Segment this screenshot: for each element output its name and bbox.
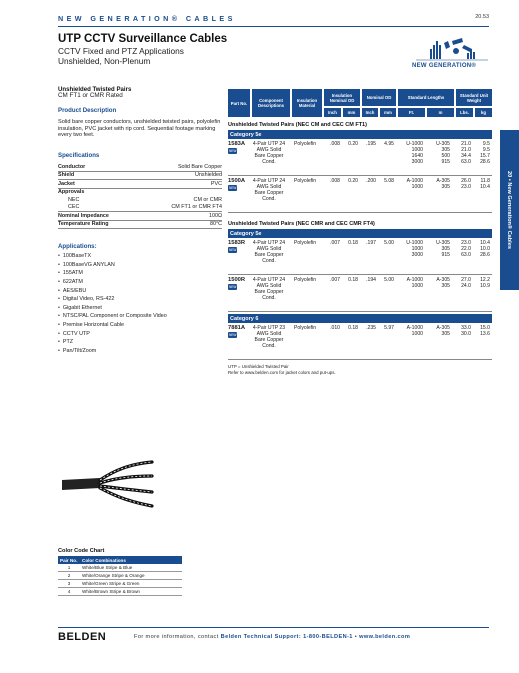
list-item: • AES/EBU: [58, 287, 222, 296]
weight-lbs: 23.0 22.0 63.0: [461, 240, 471, 258]
table-row: [228, 323, 492, 360]
table-row: [228, 139, 492, 176]
contact-separator: •: [354, 634, 358, 640]
spec-jacket: Jacket PVC: [58, 180, 222, 187]
pairs-subtitle: CM FT1 or CMR Rated: [58, 92, 123, 99]
spec-conductor: Conductor Solid Bare Copper: [58, 163, 222, 170]
ins-od-mm: 0.20: [348, 141, 358, 147]
applications-heading: Applications:: [58, 243, 97, 251]
weight-lbs: 21.0 21.0 34.4 63.0: [461, 141, 471, 165]
nominal-od-inch: .235: [366, 325, 376, 331]
new-generation-logo-icon: [412, 35, 492, 75]
spec-nec: NEC CM or CMR: [68, 196, 222, 203]
header-rule: [58, 26, 489, 27]
ins-od-mm: 0.20: [348, 178, 358, 184]
part-number: 1500R: [228, 277, 246, 283]
unit-mm: mm: [343, 108, 360, 117]
new-badge: NEW: [229, 333, 237, 337]
nominal-od-inch: .197: [366, 240, 376, 246]
cable-illustration-icon: [60, 450, 155, 510]
color-chart-title: Color Code Chart: [58, 548, 105, 554]
title-block: [58, 33, 358, 66]
group-2-title: Unshielded Twisted Pairs (NEC CMR and CEC CMR FT4): [228, 221, 375, 227]
table-row: [228, 176, 492, 213]
component-description: 4-Pair UTP 24 AWG Solid Bare Copper Cond.: [252, 178, 286, 202]
part-number: 1500A: [228, 178, 246, 184]
column-header: Pair No.: [58, 556, 80, 564]
belden-logo: BELDEN: [58, 631, 107, 643]
nominal-od-inch: .195: [366, 141, 376, 147]
contact-brand: Belden Technical Support:: [220, 634, 302, 640]
list-item: • Gigabit Ethernet: [58, 304, 222, 313]
nominal-od-inch: .200: [366, 178, 376, 184]
table-row: [228, 238, 492, 275]
pairs-title: Unshielded Twisted Pairs: [58, 86, 132, 93]
length-ft: U-1000 1000 3000: [406, 240, 423, 258]
category-bar: Category 5e: [228, 130, 492, 139]
table-header-row: [58, 556, 182, 564]
product-description-heading: Product Description: [58, 106, 117, 114]
unit-inch: Inch: [324, 108, 341, 117]
page-number: 20.53: [475, 14, 489, 20]
part-number: 1583R: [228, 240, 246, 246]
new-badge: NEW: [229, 149, 237, 153]
footnote-utp: UTP = Unshielded Twisted Pair: [228, 364, 289, 369]
weight-kg: 12.2 10.9: [480, 277, 490, 289]
insulation-material: Polyolefin: [294, 325, 317, 331]
part-number: 7881A: [228, 325, 246, 331]
list-item: • Premise Horizontal Cable: [58, 321, 222, 330]
component-description: 4-Pair UTP 24 AWG Solid Bare Copper Cond.: [252, 141, 286, 165]
table-header: [228, 89, 492, 117]
spec-cec: CEC CM FT1 or CMR FT4: [58, 204, 222, 213]
list-item: • NTSC/PAL Component or Composite Video: [58, 312, 222, 321]
header-unit-weight: Standard Unit Weight: [456, 89, 492, 106]
left-column: [58, 86, 222, 355]
nominal-od-mm: 4.95: [384, 141, 394, 147]
product-table: [228, 89, 492, 376]
header-insulation-od: Insulation Nominal OD: [324, 89, 360, 106]
list-item: • Pan/Tilt/Zoom: [58, 347, 222, 356]
header-standard-lengths: Standard Lengths: [398, 89, 454, 106]
section-side-tab[interactable]: [500, 130, 519, 290]
length-m: U-305 305 500 915: [436, 141, 450, 165]
footnote-jacket-colors: Refer to www.belden.com for jacket colors and put-ups.: [228, 370, 336, 375]
component-description: 4-Pair UTP 24 AWG Solid Bare Copper Cond.: [252, 240, 286, 264]
nominal-od-mm: 5.00: [384, 277, 394, 283]
new-badge: NEW: [229, 285, 237, 289]
ins-od-mm: 0.18: [348, 277, 358, 283]
nominal-od-inch: .194: [366, 277, 376, 283]
component-description: 4-Pair UTP 24 AWG Solid Bare Copper Cond.: [252, 277, 286, 301]
length-ft: A-1000 1000: [406, 277, 423, 289]
new-badge: NEW: [229, 186, 237, 190]
weight-kg: 11.8 10.4: [480, 178, 490, 190]
footer-contact: [134, 634, 410, 640]
length-ft: A-1000 1000: [406, 325, 423, 337]
subtitle-line-1: CCTV Fixed and PTZ Applications: [58, 46, 184, 56]
table-row: 4 White/Brown Stripe & Brown: [58, 588, 182, 596]
specifications-heading: Specifications: [58, 152, 100, 160]
category-bar: Category 5e: [228, 229, 492, 238]
side-tab-label: 20 • New Generation® Cables: [506, 171, 513, 249]
header-insulation: Insulation Material: [292, 89, 322, 117]
spec-approvals: Approvals: [58, 189, 85, 196]
insulation-material: Polyolefin: [294, 277, 317, 283]
unit-kg: kg: [475, 108, 492, 117]
list-item: • PTZ: [58, 338, 222, 347]
header-components: Component Descriptions: [252, 89, 290, 117]
weight-kg: 9.5 9.5 15.7 28.6: [480, 141, 490, 165]
unit-m: m: [427, 108, 454, 117]
length-ft: U-1000 1000 1640 3000: [406, 141, 423, 165]
list-item: • 155ATM: [58, 269, 222, 278]
nominal-od-mm: 5.97: [384, 325, 394, 331]
ins-od-mm: 0.18: [348, 240, 358, 246]
length-m: A-305 305: [436, 178, 450, 190]
length-ft: A-1000 1000: [406, 178, 423, 190]
color-code-chart: [58, 548, 182, 596]
list-item: • 622ATM: [58, 278, 222, 287]
list-item: • 100BaseTX: [58, 252, 222, 261]
insulation-material: Polyolefin: [294, 240, 317, 246]
ins-od-mm: 0.18: [348, 325, 358, 331]
column-header: Color Combinations: [80, 556, 182, 564]
ins-od-inch: .007: [330, 240, 340, 246]
footer-rule: [58, 627, 489, 628]
weight-lbs: 33.0 30.0: [461, 325, 471, 337]
part-number: 1583A: [228, 141, 246, 147]
nominal-od-mm: 5.08: [384, 178, 394, 184]
unit-inch-2: Inch: [362, 108, 378, 117]
length-m: U-305 305 915: [436, 240, 450, 258]
website-link[interactable]: www.belden.com: [359, 634, 411, 640]
table-row: 2 White/Orange Stripe & Orange: [58, 572, 182, 580]
ins-od-inch: .008: [330, 141, 340, 147]
length-m: A-305 305: [436, 277, 450, 289]
header-nominal-od: Nominal OD: [362, 89, 396, 106]
spec-impedance: Nominal Impedance 100Ω: [58, 212, 222, 219]
color-code-table: [58, 556, 182, 596]
weight-lbs: 26.0 23.0: [461, 178, 471, 190]
list-item: • CCTV UTP: [58, 330, 222, 339]
subtitle-line-2: Unshielded, Non-Plenum: [58, 56, 151, 66]
unit-mm-2: mm: [380, 108, 396, 117]
contact-phone-link[interactable]: 1-800-BELDEN-1: [303, 634, 353, 640]
insulation-material: Polyolefin: [294, 141, 317, 147]
product-description-text: Solid bare copper conductors, unshielded twisted pairs, polyolefin insulation, PVC jacket with rip cord. Sequential footage marking every two feet.: [58, 118, 221, 139]
nominal-od-mm: 5.00: [384, 240, 394, 246]
table-row: [228, 275, 492, 312]
spec-temperature: Temperature Rating 80°C: [58, 221, 222, 228]
unit-lbs: Lbs.: [456, 108, 473, 117]
list-item: • 100BaseVG ANYLAN: [58, 261, 222, 270]
weight-kg: 15.0 13.6: [480, 325, 490, 337]
ins-od-inch: .010: [330, 325, 340, 331]
spec-shield: Shield Unshielded: [58, 172, 222, 179]
category-bar: Category 6: [228, 314, 492, 323]
contact-prefix: For more information, contact: [134, 634, 219, 640]
group-1-title: Unshielded Twisted Pairs (NEC CM and CEC CM FT1): [228, 122, 367, 128]
header-part-no: Part No.: [228, 89, 250, 117]
ins-od-inch: .007: [330, 277, 340, 283]
new-badge: NEW: [229, 248, 237, 252]
page-title: UTP CCTV Surveillance Cables: [58, 33, 228, 45]
applications-list: [58, 252, 222, 355]
ins-od-inch: .008: [330, 178, 340, 184]
component-description: 4-Pair UTP 23 AWG Solid Bare Copper Cond.: [252, 325, 286, 349]
weight-kg: 10.4 10.0 28.6: [480, 240, 490, 258]
unit-ft: Ft.: [398, 108, 425, 117]
length-m: A-305 305: [436, 325, 450, 337]
table-row: 1 White/Blue Stripe & Blue: [58, 564, 182, 572]
brand-header: NEW GENERATION® CABLES: [58, 14, 236, 23]
weight-lbs: 27.0 24.0: [461, 277, 471, 289]
list-item: • Digital Video, RS-422: [58, 295, 222, 304]
insulation-material: Polyolefin: [294, 178, 317, 184]
logo-text: NEW GENERATION®: [412, 63, 477, 69]
table-row: 3 White/Green Stripe & Green: [58, 580, 182, 588]
